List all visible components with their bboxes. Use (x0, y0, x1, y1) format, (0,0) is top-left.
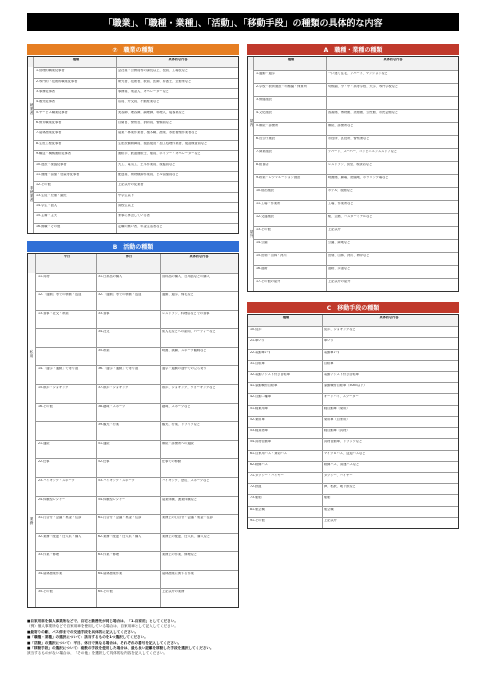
section_f-table-cell: 家事に専念している者 (118, 214, 150, 218)
section_c-table-cell: 航空機 (324, 507, 334, 511)
section_b-column-divider (96, 254, 97, 607)
section_b-table-row (36, 458, 238, 477)
section_b-table-row (36, 310, 238, 329)
section_f-table-cell: 10.建設・採掘従事者 (36, 162, 67, 166)
section_c-table-cell: 53.軽貨物車 (250, 429, 268, 433)
section_f-table-row (34, 181, 238, 191)
section_a-table-cell: レストラン、食堂、喫茶店など (328, 163, 373, 166)
section_c-table-cell: 10.徒歩 (250, 328, 262, 332)
section_a-column-header: 種類 (287, 58, 295, 61)
section_b-table-cell: 農林漁業に関する作業 (162, 571, 194, 575)
section_c-table-cell: マイクロバス、送迎バスなど (324, 451, 366, 455)
section_b-table-cell: 62.業務・配達・仕入れ・購入 (98, 534, 142, 538)
section_c-table-cell: タクシー、ハイヤー (324, 473, 353, 477)
section_a-table-cell: 田畑、山林、河川、海岸など (328, 254, 370, 257)
notes (27, 619, 459, 657)
section_b-table-cell: 54.体験型レジャー (98, 497, 126, 501)
section_f-table-cell: 配達員、荷物積卸作業員、ビル清掃員など (118, 172, 179, 176)
section_a-table-row (254, 265, 458, 278)
section_b-table-cell: 51.通院 (98, 441, 110, 445)
section_c-table-cell: 徒歩、ジョギングなど (324, 328, 356, 332)
section_a-table-row (254, 148, 458, 161)
section_b-table-cell: 知人宅などへの訪問、パーティーなど (162, 330, 216, 334)
section_b-table-row (36, 328, 238, 347)
note-line: ■「活動」の選択について：平日、休日で異なる場合は、それぞれの番号を記入してください。 (27, 640, 182, 645)
section_c-table-row (248, 360, 458, 371)
section_c-table-cell: 62.路線バス (250, 462, 268, 466)
section_f-table-cell: 研究者、技術者、教員、医師、弁護士、芸術家など (118, 79, 192, 83)
section_f-table-cell: 4.販売従事者 (36, 100, 55, 104)
section_a-table-cell: 17.その他の屋外 (256, 280, 281, 283)
section_b-table-cell: 22.仕事 (38, 460, 50, 464)
section_a-table-row (254, 278, 458, 291)
section_f-table-row (34, 119, 238, 129)
section_a-table-cell: 道路、歩道など (328, 267, 351, 270)
section_a-table-cell: 病院、診療所など (328, 124, 354, 127)
section_b-table-cell: ハイキング、登山、スポーツなど (162, 478, 210, 482)
section_a-table-cell: 上記以外の屋外 (328, 280, 351, 283)
section_f-table-cell: 15.主婦・主夫 (36, 214, 58, 218)
section_b-table-row (36, 514, 238, 533)
section_f-table-row (34, 150, 238, 160)
section_a-table-cell: 2.学校・教育施設・幼稚園・保育所 (256, 85, 307, 88)
section_b-table-cell: 24.体験型レジャー (38, 497, 66, 501)
section_a-table-row (254, 252, 458, 265)
section_a-column-divider (326, 57, 327, 291)
section_f-column-header: 具体的な内容 (168, 58, 188, 61)
section_f-table-row (34, 140, 238, 150)
section_f-table-cell: 3.事務従事者 (36, 90, 55, 94)
section_a-table-cell: ホテル、旅館など (328, 189, 354, 192)
section_b-table-cell: 34.社交 (98, 330, 110, 334)
section_b-table-cell: 13.食事・社交・娯楽 (38, 311, 69, 315)
note-line: ■最寄りの駅、バス停までの交通手段を具体的に記入してください。 (27, 629, 139, 634)
section_b-table-cell: 15.散歩・ジョギング (38, 386, 69, 390)
section_b-table-cell: 31.日常品の購入 (98, 274, 123, 278)
section_c-table-cell: 上記以外 (324, 518, 337, 522)
section_f-table-cell: 1.管理的職業従事者 (36, 69, 65, 73)
section_a-table-cell: 工場、作業所など (328, 202, 354, 205)
section_b-table-cell: 仕事での移動 (162, 460, 182, 464)
section_f-table-cell: 美容師、理容師、調理師、料理人、接客業など (118, 110, 185, 114)
section_c-table-row (248, 416, 458, 427)
section_a-table-row (254, 174, 458, 187)
section_f-table-row (34, 202, 238, 212)
section_c-table-row (248, 371, 458, 382)
section_b-table-row (36, 421, 238, 440)
section_f-header-row (28, 57, 238, 67)
section_c-table-cell: 22.電動車いす (250, 350, 272, 354)
section_b-table-cell: 通勤、通学、帰宅など (162, 293, 194, 297)
section_a-table-row (254, 135, 458, 148)
section_a-table-row (254, 109, 458, 122)
section_c-table-cell: 車いす (324, 339, 334, 343)
section_a-table-cell: 12.交通施設 (256, 215, 274, 218)
section_c-table-row (248, 438, 458, 449)
section-a-table (247, 56, 459, 292)
section_a-table-cell: 4.文化施設 (256, 111, 272, 114)
section_c-table-row (248, 494, 458, 505)
section_a-side-divider (253, 57, 254, 291)
section_b-table-row (36, 384, 238, 403)
section_c-table-row (248, 506, 458, 517)
section_c-table-cell: 42.自動二輪車 (250, 395, 272, 399)
note-line: 該当するものがない場合は、「その他」を選択して具体的な内容を記入してください。 (27, 651, 168, 656)
section_b-table-cell: 通学・通勤の途中での立ち寄り (162, 367, 207, 371)
section_f-table-cell: 農業・林業作業者、植木職、漁業、水産養殖作業者など (118, 131, 198, 135)
section_c-table-cell: オートバイ、スクーター (324, 395, 359, 399)
section_b-table-row (36, 533, 238, 552)
section_f-table-cell: 会社員・公務員等の課長以上、役員、工場長など (118, 69, 189, 73)
section_b-table-cell: 33.作業・修理 (38, 553, 60, 557)
section_c-table-cell: 電動車いす (324, 350, 340, 354)
section_b-table-cell: 映画、演劇、スポーツ観戦など (162, 348, 207, 352)
section_b-table-cell: 業務上の作業、修理など (162, 553, 198, 557)
note-line: （例）個人事業所などで自家用車を使用している場合は、自家用車として記入してください。 (27, 624, 178, 629)
note-line: ■「移動手段」の選択について：複数の手段を使用した場合は、最も長い距離を移動した手段を選択してください。 (27, 646, 214, 651)
section_f-table-row (34, 98, 238, 108)
section_b-table-cell: 35.娯楽 (98, 348, 110, 352)
section_b-table-cell: 21.通院 (38, 441, 50, 445)
section_a-table-row (254, 161, 458, 174)
section_c-table-row (248, 517, 458, 528)
section_c-table-cell: 73.船舶 (250, 496, 262, 500)
section_b-side-label: 私用 (29, 350, 34, 359)
section_c-table-cell: 路線バス、高速バスなど (324, 462, 360, 466)
section_a-table-row (254, 187, 458, 200)
section_c-table-cell: 81.航空機 (250, 507, 265, 511)
note-line: ■自家用車を個人事業所などで、自宅と勤務先が同じ場合は、「1.自家用」としてください。 (27, 619, 178, 623)
section_b-table-row (36, 477, 238, 496)
section_a-table-cell: 1.通勤・通学 (256, 72, 275, 75)
section_b-table-cell: 食料品の購入、日用品などの購入 (162, 274, 210, 278)
section_b-table-cell: 業務上の打合せ・会議・集金・往診 (162, 516, 213, 520)
section_f-side-label: 就業者 (29, 102, 34, 115)
section_f-table-cell: 店員、外交員、不動産業など (118, 100, 160, 104)
section_b-header-row (28, 254, 238, 273)
section_c-column-divider (322, 315, 323, 528)
section_f-table-cell: 13.生徒・児童・園児 (36, 193, 67, 197)
section_a-table-cell: 15.田畑・山林・河川 (256, 254, 287, 257)
section_b-table-row (36, 570, 238, 589)
section_b-table-cell: 38.趣味・スポーツ (98, 404, 126, 408)
section_b-side-label: 業務 (29, 517, 34, 526)
section_b-table-cell: 33.食事 (98, 311, 110, 315)
section_b-table-cell: 61.打合せ・会議・集金・往診 (98, 516, 142, 520)
section_b-column-divider (160, 254, 161, 607)
section-a-heading: A 職種・業種の種類 (247, 44, 459, 55)
section_b-table-cell: 16.その他 (38, 404, 53, 408)
section_a-table-cell: デパート、スーパー、コンビニエンスストアなど (328, 150, 398, 153)
section_c-table-cell: 61.自家用バス・貸切バス (250, 451, 287, 455)
section_c-table-row (248, 450, 458, 461)
section_a-table-cell: 駅、空港、バスターミナルなど (328, 215, 373, 218)
section_c-column-header: 具体的な内容 (379, 316, 399, 319)
section_f-table-row (34, 129, 238, 139)
section_f-table-cell: 事務員、集金人、オペレーターなど (118, 90, 169, 94)
section_a-table-cell: 映画館、劇場、遊園地、ボウリング場など (328, 176, 389, 179)
section_c-table-cell: 21.車いす (250, 339, 265, 343)
section-b-heading: B 活動の種類 (27, 241, 239, 252)
section_c-table-row (248, 393, 458, 404)
section_b-table-cell: 63.作業・修理 (98, 553, 120, 557)
section_c-table-cell: 91.その他 (250, 518, 265, 522)
section_c-table-row (248, 472, 458, 483)
section_a-table-row (254, 200, 458, 213)
section_b-table-row (36, 440, 238, 459)
section_b-table-cell: 31.打合せ・会議・集金・往診 (38, 516, 82, 520)
section_a-column-header: 具体的な内容 (383, 58, 403, 61)
section_f-table-row (34, 67, 238, 77)
section_c-table-row (248, 405, 458, 416)
section_c-table-cell: 71.タクシー・ハイヤー (250, 473, 284, 477)
section_f-table-row (34, 212, 238, 222)
section_a-table-row (254, 239, 458, 252)
section_f-table-cell: 12.その他 (36, 183, 51, 187)
section_f-table-cell: 14.学生・浪人 (36, 203, 58, 207)
section_b-table-row (36, 403, 238, 422)
section_b-table-row (36, 347, 238, 366)
section_a-table-cell: 11.工場・作業所 (256, 202, 281, 205)
section_b-table-row (36, 365, 238, 384)
section_b-table-cell: 34.農林漁業作業 (38, 571, 63, 575)
section_b-table-row (36, 588, 238, 607)
section_f-table-row (34, 109, 238, 119)
section_a-side-label: 屋外 (249, 229, 254, 238)
section_f-table-cell: 大工、電気工、土木作業員、採掘員など (118, 162, 176, 166)
section_b-table-cell: 12.「通勤」等での移動・送迎 (38, 293, 82, 297)
section_f-table-cell: 高校生以上 (118, 203, 134, 207)
section_f-table-cell: 自衛官、警察官、消防員、警備員など (118, 121, 173, 125)
section_a-side-label: 屋内 (249, 119, 254, 128)
section_c-table-row (248, 326, 458, 337)
section_c-table-cell: 電動アシスト付き自転車 (324, 373, 359, 377)
section_a-table-cell: 13.その他 (256, 228, 271, 231)
section_b-table-row (36, 291, 238, 310)
section_c-table-row (248, 382, 458, 393)
section_b-table-cell: 37.散歩・ジョギング (98, 386, 129, 390)
section_b-table-row (36, 551, 238, 570)
section_a-table-row (254, 213, 458, 226)
section_f-table-cell: 11.運搬・清掃・包装等従事者 (36, 172, 80, 176)
section_b-table-cell: 23.ハイキング・スポーツ (38, 478, 75, 482)
section_a-table-row (254, 96, 458, 109)
section_b-table-cell: 64.農林漁業作業 (98, 571, 123, 575)
section-c-table (247, 314, 459, 529)
section_c-header-row (248, 315, 458, 326)
section_f-table-row (34, 161, 238, 171)
section_a-table-cell: 16.道路 (256, 267, 268, 270)
section_a-table-cell: 公園、緑地など (328, 241, 351, 244)
section_b-table-cell: 35.その他 (38, 590, 53, 594)
section_c-table-cell: 軽自動車（貨物） (324, 429, 350, 433)
section_b-table-cell: 14.「通学・通勤」で寄り道 (38, 367, 79, 371)
section_b-side-divider (35, 254, 36, 607)
section_a-table-cell: 市役所、区役所、警察署など (328, 137, 370, 140)
section_c-table-cell: 船舶 (324, 496, 331, 500)
section_f-table-row (34, 171, 238, 181)
section_c-table-row (248, 483, 458, 494)
section_a-table-cell: 9.娯楽・レクリエーション施設 (256, 176, 301, 179)
section_f-table-cell: 中学生以下 (118, 193, 134, 197)
note-line: ■「職種・業種」の選択について：該当するものを1つ選択してください。 (27, 635, 148, 640)
section-f-heading: ⑦ 職業の種類 (27, 44, 239, 55)
section_b-table-cell: 52.仕事 (98, 460, 110, 464)
section_b-table-row (36, 496, 238, 515)
section_c-table-cell: 41.原動機付自転車 (250, 384, 278, 388)
section_c-table-cell: 軽自動車（乗用） (324, 406, 350, 410)
section_a-table-row (254, 70, 458, 83)
section_b-table-cell: 53.ハイキング・スポーツ (98, 478, 135, 482)
page-title: 「職業」、「職種・業種」、「活動」、「移動手段」の種類の具体的な内容 (27, 13, 459, 31)
section_f-table-cell: 7.農林漁業従事者 (36, 131, 62, 135)
section_f-table-row (34, 223, 238, 233)
section_c-table-cell: 52.乗用車 (250, 417, 265, 421)
section_b-table-cell: レストラン、料理店などでの食事 (162, 311, 210, 315)
section_f-table-cell: 16.無職・その他 (36, 224, 61, 228)
section_b-table-cell: 32.業務・配達・仕入れ・購入 (38, 534, 82, 538)
section_f-table-cell: 6.保安職業従事者 (36, 121, 62, 125)
section_a-table-row (254, 122, 458, 135)
section_b-table-cell: 趣味、スポーツなど (162, 404, 191, 408)
section_c-table-row (248, 337, 458, 348)
section_f-table-cell: 2.専門的・技術的職業従事者 (36, 79, 78, 83)
section_a-table-cell: 上記以外 (328, 228, 341, 231)
section_b-table-cell: 業務上の配達、仕入れ、購入など (162, 534, 211, 538)
section_b-table-cell: 農業体験、漁業体験など (162, 497, 198, 501)
section_c-column-header: 種類 (282, 316, 290, 319)
section_b-table-cell: 11.買物 (38, 274, 50, 278)
section_a-table-cell: 幼稚園、小・中・高等学校、大学、専門学校など (328, 85, 399, 88)
section_c-table-cell: 72.鉄道 (250, 485, 262, 489)
section_f-table-cell: 定職の無い者、年金生活者など (118, 224, 163, 228)
section_f-table-row (34, 192, 238, 202)
section_c-table-row (248, 349, 458, 360)
section_a-table-cell: 14.公園 (256, 241, 268, 244)
section_b-table-cell: 39.観光・行楽 (98, 423, 120, 427)
section_c-table-cell: JR、私鉄、地下鉄など (324, 485, 356, 489)
section_a-table-row (254, 226, 458, 239)
section_b-column-header: 平日 (63, 255, 71, 258)
section_f-table-cell: 5.サービス職業従事者 (36, 110, 68, 114)
section_c-table-row (248, 461, 458, 472)
section_f-column-header: 種類 (72, 58, 80, 61)
section_c-table-cell: 貨物自動車、トラックなど (324, 440, 363, 444)
section_c-table-row (248, 427, 458, 438)
section_c-table-cell: 51.軽乗用車 (250, 406, 268, 410)
section_a-table-cell: 3.保健施設 (256, 98, 272, 101)
section_a-table-row (254, 83, 458, 96)
section_f-side-label: 非就業者 (29, 185, 34, 202)
section_c-table-cell: 原動機付自転車（50cc以下） (324, 384, 367, 388)
section_a-table-cell: 8.飲食店 (256, 163, 269, 166)
section_b-table-row (36, 273, 238, 292)
section_b-table-cell: 病院・診療所への通院 (162, 441, 194, 445)
section_b-column-header: 具体的な内容 (189, 255, 209, 258)
section_c-table-cell: 32.電動アシスト付き自転車 (250, 373, 290, 377)
section_b-table-cell: 32.「通勤」等での移動・送迎 (98, 293, 142, 297)
section_f-table-cell: 運転手、鉄道運転士、船員、ボイラー・オペレーターなど (118, 152, 201, 156)
section_f-table-row (34, 78, 238, 88)
section_f-table-cell: 生産設備制御員、製品製造・加工処理作業者、製品検査員など (118, 141, 208, 145)
section_c-table-cell: 乗用車（自家用） (324, 417, 350, 421)
section-b-table (27, 253, 239, 608)
section_a-table-cell: 一戸建て住宅、アパート、マンションなど (328, 72, 388, 75)
section-c-heading: C 移動手段の種類 (247, 302, 459, 313)
section_a-table-cell: 6.官公庁施設 (256, 137, 275, 140)
section_c-table-cell: 自転車 (324, 361, 334, 365)
section_c-table-cell: 54.貨物自動車 (250, 440, 272, 444)
section_c-table-cell: 31.自転車 (250, 361, 265, 365)
section_b-table-cell: 36.「通学・通勤」で寄り道 (98, 367, 139, 371)
section_b-table-cell: 散歩、ジョギング、ウォーキングなど (162, 386, 216, 390)
section_f-side-divider (33, 57, 34, 233)
section_a-table-cell: 10.宿泊施設 (256, 189, 274, 192)
section_b-table-cell: 観光、行楽、ドライブなど (162, 423, 201, 427)
section_a-table-cell: 図書館、博物館、美術館、公民館、市民会館など (328, 111, 399, 114)
section-f-table (27, 56, 239, 234)
section_a-header-row (248, 57, 458, 70)
section_a-table-cell: 7.商業施設 (256, 150, 272, 153)
section_f-table-row (34, 88, 238, 98)
section_f-table-cell: 8.生産工程従事者 (36, 141, 62, 145)
section_b-column-header: 休日 (125, 255, 133, 258)
section_a-table-cell: 5.病院・診療所 (256, 124, 279, 127)
section_f-column-divider (116, 57, 117, 233)
section_f-table-cell: 9.輸送・機械運転従事者 (36, 152, 71, 156)
section_f-table-cell: 上記以外の従業者 (118, 183, 144, 187)
section_b-table-cell: 上記以外の業務 (162, 590, 185, 594)
section_b-table-cell: 65.その他 (98, 590, 113, 594)
